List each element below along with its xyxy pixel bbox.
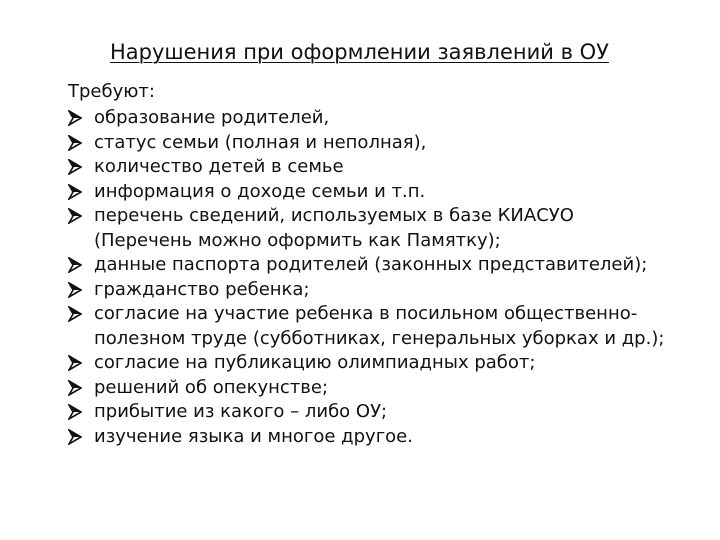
list-item [68, 400, 708, 425]
arrowhead-bullet-icon [68, 131, 94, 155]
requirements-list [68, 106, 708, 449]
list-item [68, 155, 708, 180]
list-item [68, 253, 708, 278]
arrowhead-bullet-icon [68, 425, 94, 449]
arrowhead-bullet-icon [68, 278, 94, 302]
arrowhead-bullet-icon [68, 400, 94, 424]
arrowhead-bullet-icon [68, 204, 94, 228]
list-item-text: информация о доходе семьи и т.п. [94, 180, 426, 202]
arrowhead-bullet-icon [68, 106, 94, 130]
list-item [68, 425, 708, 450]
arrowhead-bullet-icon [68, 376, 94, 400]
list-item-text: образование родителей, [94, 107, 330, 128]
list-item-text: согласие на участие ребенка в посильном общественно- полезном труде (субботниках, генеральных уборках и др.); [94, 303, 665, 349]
page-title: Нарушения при оформлении заявлений в ОУ [110, 40, 609, 64]
list-item-text: прибытие из какого – либо ОУ; [94, 401, 388, 422]
list-item [68, 204, 708, 253]
list-item [68, 302, 708, 351]
arrowhead-bullet-icon [68, 302, 94, 326]
list-item-text: решений об опекунстве; [94, 376, 329, 398]
list-item [68, 180, 708, 205]
intro-label: Требуют: [68, 81, 155, 102]
list-item-text: гражданство ребенка; [94, 278, 310, 300]
arrowhead-bullet-icon [68, 155, 94, 179]
arrowhead-bullet-icon [68, 253, 94, 277]
list-item-text: данные паспорта родителей (законных представителей); [94, 254, 648, 275]
list-item [68, 351, 708, 376]
list-item-text: количество детей в семье [94, 156, 344, 177]
arrowhead-bullet-icon [68, 180, 94, 204]
list-item [68, 106, 708, 131]
list-item-text: согласие на публикацию олимпиадных работ; [94, 352, 536, 373]
list-item-text: изучение языка и многое другое. [94, 425, 413, 447]
list-item-text: перечень сведений, используемых в базе КИАСУО (Перечень можно оформить как Памятку); [94, 205, 574, 251]
list-item [68, 376, 708, 401]
list-item-text: статус семьи (полная и неполная), [94, 131, 427, 153]
list-item [68, 131, 708, 156]
list-item [68, 278, 708, 303]
arrowhead-bullet-icon [68, 351, 94, 375]
